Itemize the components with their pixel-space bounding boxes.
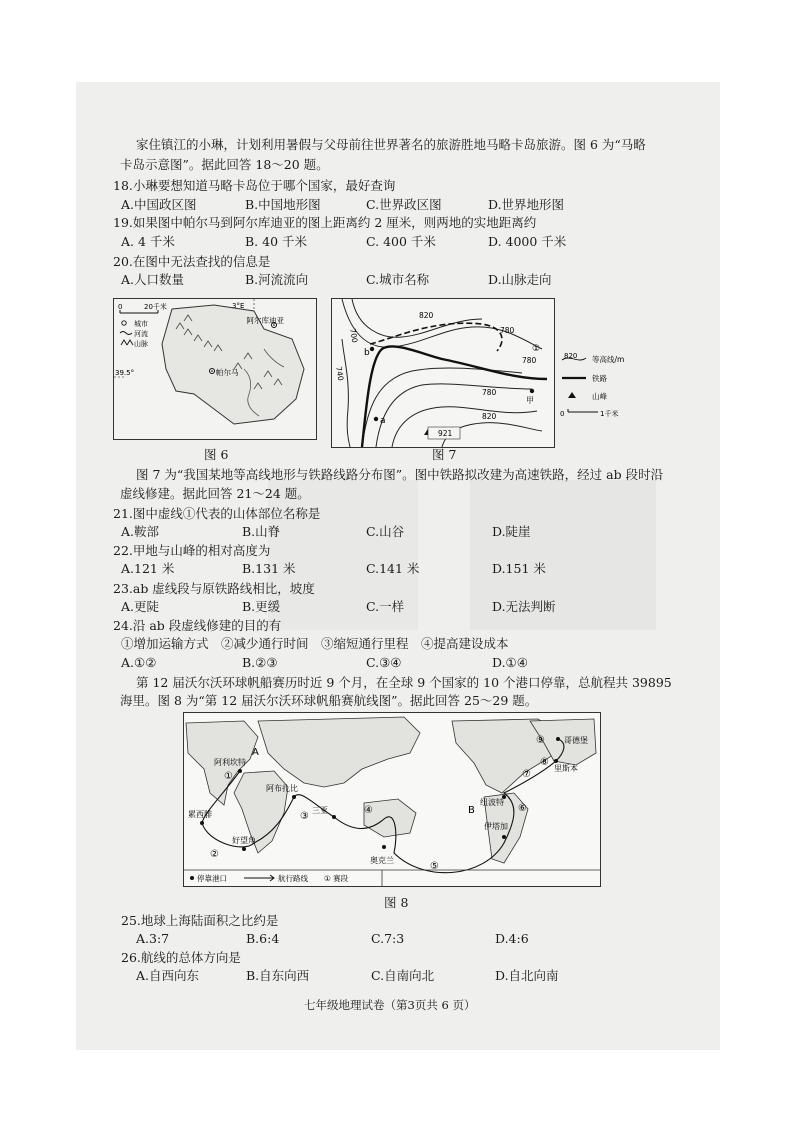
figure-6-mallorca-map [113, 298, 317, 440]
question-22-option-d[interactable]: D.151 米 [492, 561, 546, 576]
question-23-stem: 23.ab 虚线段与原铁路线相比，坡度 [113, 581, 315, 596]
figure-7-marker-1: ① [532, 344, 541, 354]
question-20-stem: 20.在图中无法查找的信息是 [113, 254, 271, 269]
figure-6-longitude-label: 3°E [232, 302, 245, 310]
question-23-option-c[interactable]: C.一样 [366, 599, 405, 614]
figure-6-legend-city: 城市 [134, 320, 148, 328]
figure-8-leg-9: ⑨ [536, 735, 545, 746]
figure-8-port-recife: 累西腓 [188, 810, 212, 819]
question-19-option-a[interactable]: A. 4 千米 [121, 234, 175, 249]
figure-7-map-graphic [332, 299, 554, 447]
question-23-option-b[interactable]: B.更缓 [242, 599, 281, 614]
figure-7-contour-label-4: 740 [334, 365, 346, 382]
figure-8-port-alicante: 阿利坎特 [214, 758, 246, 767]
figure-7-legend-graphic [558, 350, 648, 430]
figure-7-legend-peak: 山峰 [592, 392, 607, 401]
question-24-items: ①增加运输方式 ②减少通行时间 ③缩短通行里程 ④提高建设成本 [121, 636, 509, 651]
figure-6-caption: 图 6 [204, 447, 229, 462]
question-21-option-d[interactable]: D.陡崖 [492, 524, 531, 539]
figure-8-port-itajai: 伊塔加 [484, 822, 508, 831]
question-22-option-c[interactable]: C.141 米 [366, 561, 420, 576]
question-20-option-d[interactable]: D.山脉走向 [488, 272, 552, 287]
intro-paragraph-2-line-2: 虚线修建。据此回答 21～24 题。 [120, 486, 310, 501]
question-20-option-a[interactable]: A.人口数量 [121, 272, 185, 287]
figure-6-city-palma: 帕尔马 [216, 368, 239, 377]
figure-6-scale-zero: 0 [118, 303, 123, 311]
figure-8-leg-6: ⑥ [518, 803, 527, 814]
question-18-option-a[interactable]: A.中国政区图 [121, 197, 197, 212]
question-25-option-b[interactable]: B.6:4 [246, 931, 280, 946]
figure-8-map-graphic [184, 713, 600, 886]
question-18-option-d[interactable]: D.世界地形图 [488, 197, 565, 212]
figure-7-contour-label-5: 780 [482, 388, 497, 397]
figure-8-leg-2: ② [210, 849, 219, 860]
intro-paragraph-1-line-2: 卡岛示意图”。据此回答 18～20 题。 [120, 157, 329, 172]
figure-8-legend-port: 停靠港口 [197, 874, 227, 883]
question-22-option-b[interactable]: B.131 米 [242, 561, 296, 576]
question-19-option-d[interactable]: D. 4000 千米 [488, 234, 567, 249]
figure-8-port-sanya: 三亚 [312, 806, 328, 815]
figure-7-contour-map [331, 298, 555, 448]
figure-6-legend-river: 河流 [134, 330, 148, 338]
figure-8-leg-8: ⑧ [540, 757, 549, 768]
question-18-option-b[interactable]: B.中国地形图 [245, 197, 321, 212]
figure-7-point-b: b [364, 348, 370, 358]
figure-7-scale-zero: 0 [560, 410, 565, 418]
figure-7-legend [558, 350, 648, 430]
question-22-stem: 22.甲地与山峰的相对高度为 [113, 543, 271, 558]
question-19-option-b[interactable]: B. 40 千米 [245, 234, 308, 249]
figure-7-legend-contour-value: 820 [564, 352, 578, 360]
figure-6-latitude-label: 39.5° [115, 369, 135, 377]
question-20-option-c[interactable]: C.城市名称 [366, 272, 430, 287]
question-25-option-a[interactable]: A.3:7 [136, 931, 170, 946]
page-footer: 七年级地理试卷（第3页共 6 页） [304, 998, 476, 1012]
question-25-stem: 25.地球上海陆面积之比约是 [121, 913, 279, 928]
question-19-option-c[interactable]: C. 400 千米 [366, 234, 436, 249]
figure-8-caption: 图 8 [384, 895, 409, 910]
figure-8-leg-5: ⑤ [430, 861, 439, 872]
figure-7-contour-label-1: 820 [419, 311, 434, 320]
question-24-option-b[interactable]: B.②③ [242, 655, 278, 670]
figure-8-route-map [183, 712, 601, 887]
figure-6-map-graphic [114, 299, 316, 439]
question-21-stem: 21.图中虚线①代表的山体部位名称是 [113, 506, 321, 521]
figure-8-leg-3: ③ [300, 811, 309, 822]
question-24-stem: 24.沿 ab 段虚线修建的目的有 [113, 618, 282, 633]
question-24-option-a[interactable]: A.①② [121, 655, 157, 670]
question-24-option-d[interactable]: D.①④ [492, 655, 528, 670]
figure-8-port-lisbon: 里斯本 [554, 764, 578, 773]
figure-6-scale-label: 20千米 [144, 303, 167, 311]
figure-7-contour-label-7: 780 [522, 356, 537, 365]
figure-8-port-abu-dhabi: 阿布扎比 [266, 784, 298, 793]
question-26-option-d[interactable]: D.自北向南 [495, 968, 559, 983]
question-25-option-d[interactable]: D.4:6 [495, 931, 529, 946]
figure-7-peak-label: 921 [438, 429, 453, 438]
question-20-option-b[interactable]: B.河流流向 [245, 272, 309, 287]
intro-paragraph-2-line-1: 图 7 为“我国某地等高线地形与铁路线路分布图”。图中铁路拟改建为高速铁路，经过 ab 段时沿 [136, 467, 664, 482]
intro-paragraph-3-line-2: 海里。图 8 为“第 12 届沃尔沃环球帆船赛航线图”。据此回答 25～29 题。 [120, 693, 538, 708]
figure-8-port-gothenburg: 哥德堡 [564, 736, 588, 745]
figure-7-contour-label-6: 820 [482, 412, 497, 421]
question-26-option-c[interactable]: C.自南向北 [371, 968, 435, 983]
intro-paragraph-3-line-1: 第 12 届沃尔沃环球帆船赛历时近 9 个月，在全球 9 个国家的 10 个港口停靠，总航程共 39895 [136, 675, 672, 690]
question-21-option-b[interactable]: B.山脊 [242, 524, 281, 539]
question-21-option-a[interactable]: A.鞍部 [121, 524, 160, 539]
figure-8-port-cape-good-hope: 好望角 [232, 836, 256, 845]
figure-8-leg-4: ④ [364, 805, 373, 816]
figure-6-city-alcudia: 阿尔库迪亚 [246, 316, 284, 325]
question-26-stem: 26.航线的总体方向是 [121, 950, 241, 965]
figure-7-scale-label: 1千米 [600, 410, 619, 418]
question-18-option-c[interactable]: C.世界政区图 [366, 197, 442, 212]
question-24-option-c[interactable]: C.③④ [366, 655, 402, 670]
question-22-option-a[interactable]: A.121 米 [121, 561, 175, 576]
question-26-option-a[interactable]: A.自西向东 [136, 968, 200, 983]
figure-7-caption: 图 7 [432, 447, 457, 462]
figure-7-legend-contour: 等高线/m [592, 355, 625, 364]
figure-8-letter-b: B [468, 805, 475, 816]
question-23-option-a[interactable]: A.更陡 [121, 599, 160, 614]
figure-7-contour-label-2: 780 [500, 326, 515, 335]
question-19-stem: 19.如果图中帕尔马到阿尔库迪亚的图上距离约 2 厘米，则两地的实地距离约 [113, 215, 537, 230]
intro-paragraph-1-line-1: 家住镇江的小琳，计划利用暑假与父母前往世界著名的旅游胜地马略卡岛旅游。图 6 为“马略 [136, 137, 646, 152]
question-18-stem: 18.小琳要想知道马略卡岛位于哪个国家，最好查询 [113, 178, 396, 193]
figure-8-leg-7: ⑦ [522, 769, 531, 780]
question-23-option-d[interactable]: D.无法判断 [492, 599, 556, 614]
figure-8-port-newport: 纽波特 [480, 798, 504, 807]
figure-8-leg-1: ① [224, 771, 233, 782]
figure-8-legend-leg: ① 赛段 [324, 874, 349, 883]
figure-6-legend-mountain: 山脉 [134, 340, 148, 348]
question-25-option-c[interactable]: C.7:3 [371, 931, 405, 946]
figure-7-contour-label-3: 700 [348, 327, 360, 344]
figure-7-legend-rail: 铁路 [592, 374, 607, 383]
figure-8-letter-a: A [252, 747, 259, 758]
question-26-option-b[interactable]: B.自东向西 [246, 968, 310, 983]
question-21-option-c[interactable]: C.山谷 [366, 524, 405, 539]
figure-8-legend-route: 航行路线 [278, 874, 308, 883]
figure-7-point-jia: 甲 [526, 396, 534, 405]
figure-7-point-a: a [380, 416, 386, 426]
figure-8-port-auckland: 奥克兰 [370, 856, 394, 865]
